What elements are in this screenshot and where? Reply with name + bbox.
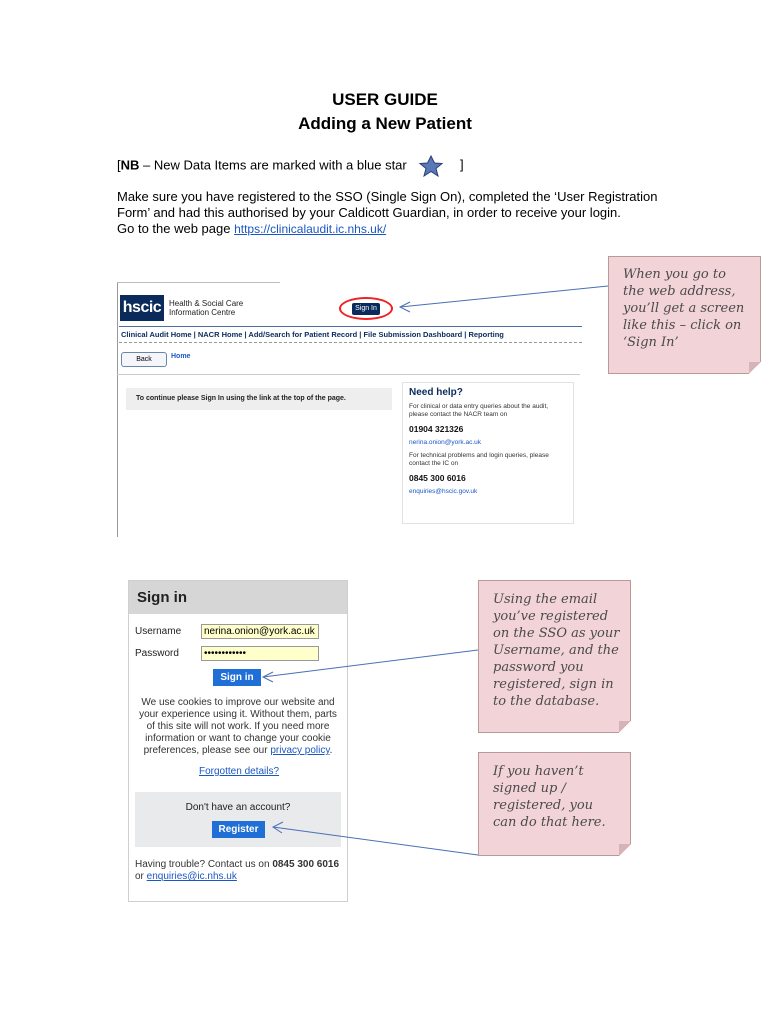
help-clinical-text: For clinical or data entry queries about the audit, please contact the NACR team on xyxy=(409,403,549,418)
nb-text: – New Data Items are marked with a blue star xyxy=(139,157,407,173)
intro-paragraph: Make sure you have registered to the SSO (Single Sign On), completed the ‘User Registration Form’ and had this authorised by your Caldicott Guardian, in order to receive your login. Go to the web page https://clinicalaudit.ic.nhs.uk/ xyxy=(117,189,658,236)
arrow-to-sign-in-form xyxy=(263,650,478,677)
callout-credentials: Using the email you’ve registered on the SSO as your Username, and the password you registered, sign in to the database. xyxy=(478,580,631,733)
continue-message: To continue please Sign In using the link at the top of the page. xyxy=(126,388,392,410)
forgotten-details-link[interactable]: Forgotten details? xyxy=(199,766,280,777)
username-input[interactable]: nerina.onion@york.ac.uk xyxy=(201,624,319,639)
doc-subtitle: Adding a New Patient xyxy=(298,114,472,133)
help-email-nacr[interactable]: nerina.onion@york.ac.uk xyxy=(409,439,481,446)
back-button[interactable]: Back xyxy=(121,352,167,367)
nb-label: NB xyxy=(120,157,140,173)
trouble-phone: 0845 300 6016 xyxy=(272,859,340,870)
sign-in-submit-button[interactable]: Sign in xyxy=(213,669,261,686)
nav-bar[interactable]: Clinical Audit Home | NACR Home | Add/Search for Patient Record | File Submission Dashboard | Reporting xyxy=(119,326,582,343)
help-technical-text: For technical problems and login queries, please contact the IC on xyxy=(409,452,549,467)
doc-title: USER GUIDE xyxy=(332,90,438,109)
cookie-notice: We use cookies to improve our website and your experience using it. Without them, parts of this site will not work. If you need more information or want to change your cookie preferences, please see our privacy policy. xyxy=(139,697,337,756)
home-link[interactable]: Home xyxy=(171,353,191,360)
web-page-link[interactable]: https://clinicalaudit.ic.nhs.uk/ xyxy=(234,222,387,236)
nb-line: [NB – New Data Items are marked with a blue star ] xyxy=(117,155,464,177)
arrow-to-register xyxy=(273,827,478,855)
trouble-contact: Having trouble? Contact us on 0845 300 6016 or enquiries@ic.nhs.uk xyxy=(135,859,340,882)
privacy-policy-link[interactable]: privacy policy xyxy=(270,745,330,756)
password-label: Password xyxy=(135,648,179,659)
hscic-logo: hscic xyxy=(120,295,164,321)
callout-register: If you haven’t signed up / registered, you can do that here. xyxy=(478,752,631,856)
trouble-email-link[interactable]: enquiries@ic.nhs.uk xyxy=(146,871,237,882)
help-email-ic[interactable]: enquiries@hscic.gov.uk xyxy=(409,488,478,495)
register-button[interactable]: Register xyxy=(212,821,265,838)
sign-in-button[interactable]: Sign In xyxy=(352,303,380,315)
no-account-text: Don't have an account? xyxy=(185,802,291,813)
arrow-to-sign-in xyxy=(400,286,608,307)
help-heading: Need help? xyxy=(409,387,463,398)
logo-caption: Health & Social Care Information Centre xyxy=(169,299,244,317)
password-input[interactable]: •••••••••••• xyxy=(201,646,319,661)
sign-in-heading: Sign in xyxy=(129,581,347,614)
callout-sign-in: When you go to the web address, you’ll get a screen like this – click on ‘Sign In’ xyxy=(608,256,761,374)
username-label: Username xyxy=(135,626,182,637)
help-phone-nacr: 01904 321326 xyxy=(409,424,464,434)
help-phone-ic: 0845 300 6016 xyxy=(409,473,466,483)
